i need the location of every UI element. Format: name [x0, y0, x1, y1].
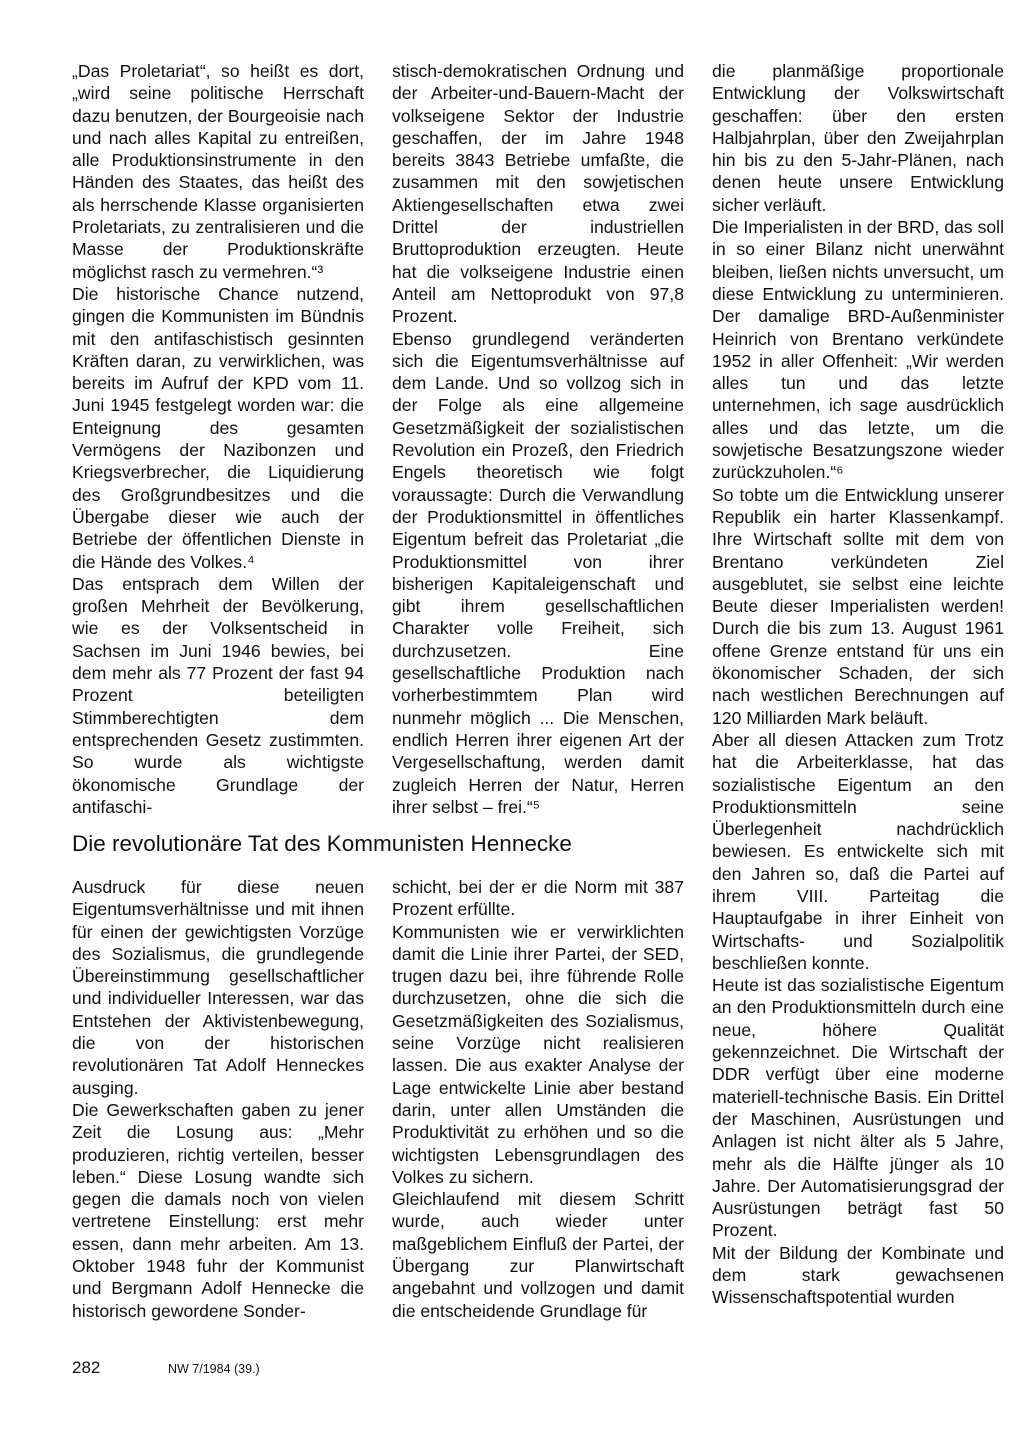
page-number: 282: [72, 1358, 101, 1377]
paragraph: die planmäßige proportionale Entwicklung der Volkswirtschaft geschaffen: über den ersten Halbjahrplan, über den Zweijahrplan hin bis zu den 5-Jahr-Plänen, nach denen heute unsere Entwicklung sicher verläuft.: [712, 61, 1004, 215]
column-1-top: [72, 60, 364, 818]
paragraph: Ebenso grundlegend veränderten sich die Eigentumsverhältnisse auf dem Lande. Und so vollzog sich in der Folge als eine allgemeine Gesetzmäßigkeit der sozialistischen Revolution ein Prozeß, den Friedrich Engels theoretisch wie folgt voraussagte: Durch die Verwandlung der Produktionsmittel in öffentliches Eigentum befreit das Proletariat „die Produktionsmittel von ihrer bisherigen Kapitaleigenschaft und gibt ihrem gesellschaftlichen Charakter volle Freiheit, sich durchzusetzen. Eine gesellschaftliche Produktion nach vorherbestimmtem Plan wird nunmehr möglich ... Die Menschen, endlich Herren ihrer eigenen Art der Vergesellschaftung, werden damit zugleich Herren der Natur, Herren ihrer selbst – frei.“⁵: [392, 328, 684, 817]
paragraph: Die Imperialisten in der BRD, das soll in so einer Bilanz nicht unerwähnt bleiben, ließen nichts unversucht, um diese Entwicklung zu unterminieren. Der damalige BRD-Außenminister Heinrich von Brentano verkündete 1952 in aller Offenheit: „Wir werden alles tun und das letzte unternehmen, ich sage ausdrücklich alles und das letzte, um die sowjetische Besatzungszone wieder zurückzuholen.“⁶: [712, 217, 1004, 483]
paragraph: „Das Proletariat“, so heißt es dort, „wird seine politische Herrschaft dazu benutzen, der Bourgeoisie nach und nach alles Kapital zu entreißen, alle Produktionsinstrumente in den Händen des Staates, das heißt des als herrschende Klasse organisierten Proletariats, zu zentralisieren und die Masse der Produktionskräfte möglichst rasch zu vermehren.“³: [72, 61, 364, 282]
paragraph: Gleichlaufend mit diesem Schritt wurde, auch wieder unter maßgeblichem Einfluß der Partei, der Übergang zur Planwirtschaft angebahnt und vollzogen und damit die entscheidende Grundlage für: [392, 1189, 684, 1321]
paragraph: Die Gewerkschaften gaben zu jener Zeit die Losung aus: „Mehr produzieren, richtig verteilen, besser leben.“ Diese Losung wandte sich gegen die damals noch von vielen vertretene Einstellung: erst mehr essen, dann mehr arbeiten. Am 13. Oktober 1948 fuhr der Kommunist und Bergmann Adolf Hennecke die historisch gewordene Sonder-: [72, 1099, 364, 1321]
paragraph: stisch-demokratischen Ordnung und der Arbeiter-und-Bauern-Macht der volkseigene Sektor der Industrie geschaffen, der im Jahre 1948 bereits 3843 Betriebe umfaßte, die zusammen mit den sowjetischen Aktiengesellschaften etwa zwei Drittel der industriellen Bruttoproduktion erzeugten. Heute hat die volkseigene Industrie einen Anteil am Nettoprodukt von 97,8 Prozent.: [392, 61, 684, 327]
section-heading: Die revolutionäre Tat des Kommunisten Hennecke: [72, 831, 572, 856]
paragraph: Die historische Chance nutzend, gingen die Kommunisten im Bündnis mit den antifaschistisch gesinnten Kräften daran, zu verwirklichen, was bereits im Aufruf der KPD vom 11. Juni 1945 festgelegt worden war: die Enteignung des gesamten Vermögens der Nazibonzen und Kriegsverbrecher, die Liquidierung des Großgrundbesitzes und die Übergabe dieser wie auch der Betriebe der öffentlichen Dienste in die Hände des Volkes.⁴: [72, 283, 364, 572]
paragraph: Mit der Bildung der Kombinate und dem stark gewachsenen Wissenschaftspotential wurden: [712, 1242, 1004, 1308]
column-2-bottom: [392, 876, 684, 1322]
paragraph: Ausdruck für diese neuen Eigentumsverhältnisse und mit ihnen für einen der gewichtigsten Vorzüge des Sozialismus, die grundlegende Übereinstimmung gesellschaftlicher und individueller Interessen, war das Entstehen der Aktivistenbewegung, die von der historischen revolutionären Tat Adolf Henneckes ausging.: [72, 877, 364, 1098]
paragraph: Aber all diesen Attacken zum Trotz hat die Arbeiterklasse, hat das sozialistische Eigentum an den Produktionsmitteln seine Überlegenheit nachdrücklich bewiesen. Es entwickelte sich mit den Jahren so, daß die Partei auf ihrem VIII. Parteitag die Hauptaufgabe in ihrer Einheit von Wirtschafts- und Sozialpolitik beschließen konnte.: [712, 729, 1004, 973]
paragraph: So tobte um die Entwicklung unserer Republik ein harter Klassenkampf. Ihre Wirtschaft sollte mit dem von Brentano verkündeten Ziel ausgeblutet, sie selbst eine leichte Beute dieser Imperialisten werden! Durch die bis zum 13. August 1961 offene Grenze entstand für uns ein ökonomischer Schaden, der sich nach westlichen Berechnungen auf 120 Milliarden Mark beläuft.: [712, 484, 1004, 728]
column-2-top: [392, 60, 684, 818]
issue-label: NW 7/1984 (39.): [168, 1362, 260, 1376]
paragraph: Heute ist das sozialistische Eigentum an den Produktionsmitteln durch eine neue, höhere Qualität gekennzeichnet. Die Wirtschaft der DDR verfügt über eine moderne materiell-technische Basis. Ein Drittel der Maschinen, Ausrüstungen und Anlagen ist nicht älter als 5 Jahre, mehr als die Hälfte jünger als 10 Jahre. Der Automatisierungsgrad der Ausrüstungen beträgt fast 50 Prozent.: [712, 975, 1004, 1241]
paragraph: schicht, bei der er die Norm mit 387 Prozent erfüllte.: [392, 877, 684, 920]
paragraph: Das entsprach dem Willen der großen Mehrheit der Bevölkerung, wie es der Volksentscheid in Sachsen im Juni 1946 bewies, bei dem mehr als 77 Prozent der fast 94 Prozent beteiligten Stimmberechtigten dem entsprechenden Gesetz zustimmten. So wurde als wichtigste ökonomische Grundlage der antifaschi-: [72, 573, 364, 817]
paragraph: Kommunisten wie er verwirklichten damit die Linie ihrer Partei, der SED, trugen dazu bei, ihre führende Rolle durchzusetzen, ohne die sich die Gesetzmäßigkeiten des Sozialismus, seine Vorzüge nicht realisieren lassen. Die aus exakter Analyse der Lage entwickelte Linie aber bestand darin, unter allen Umständen die Produktivität zu erhöhen und so die wichtigsten Lebensgrundlagen des Volkes zu sichern.: [392, 921, 684, 1187]
column-3: [712, 60, 1004, 1309]
column-1-bottom: [72, 876, 364, 1322]
